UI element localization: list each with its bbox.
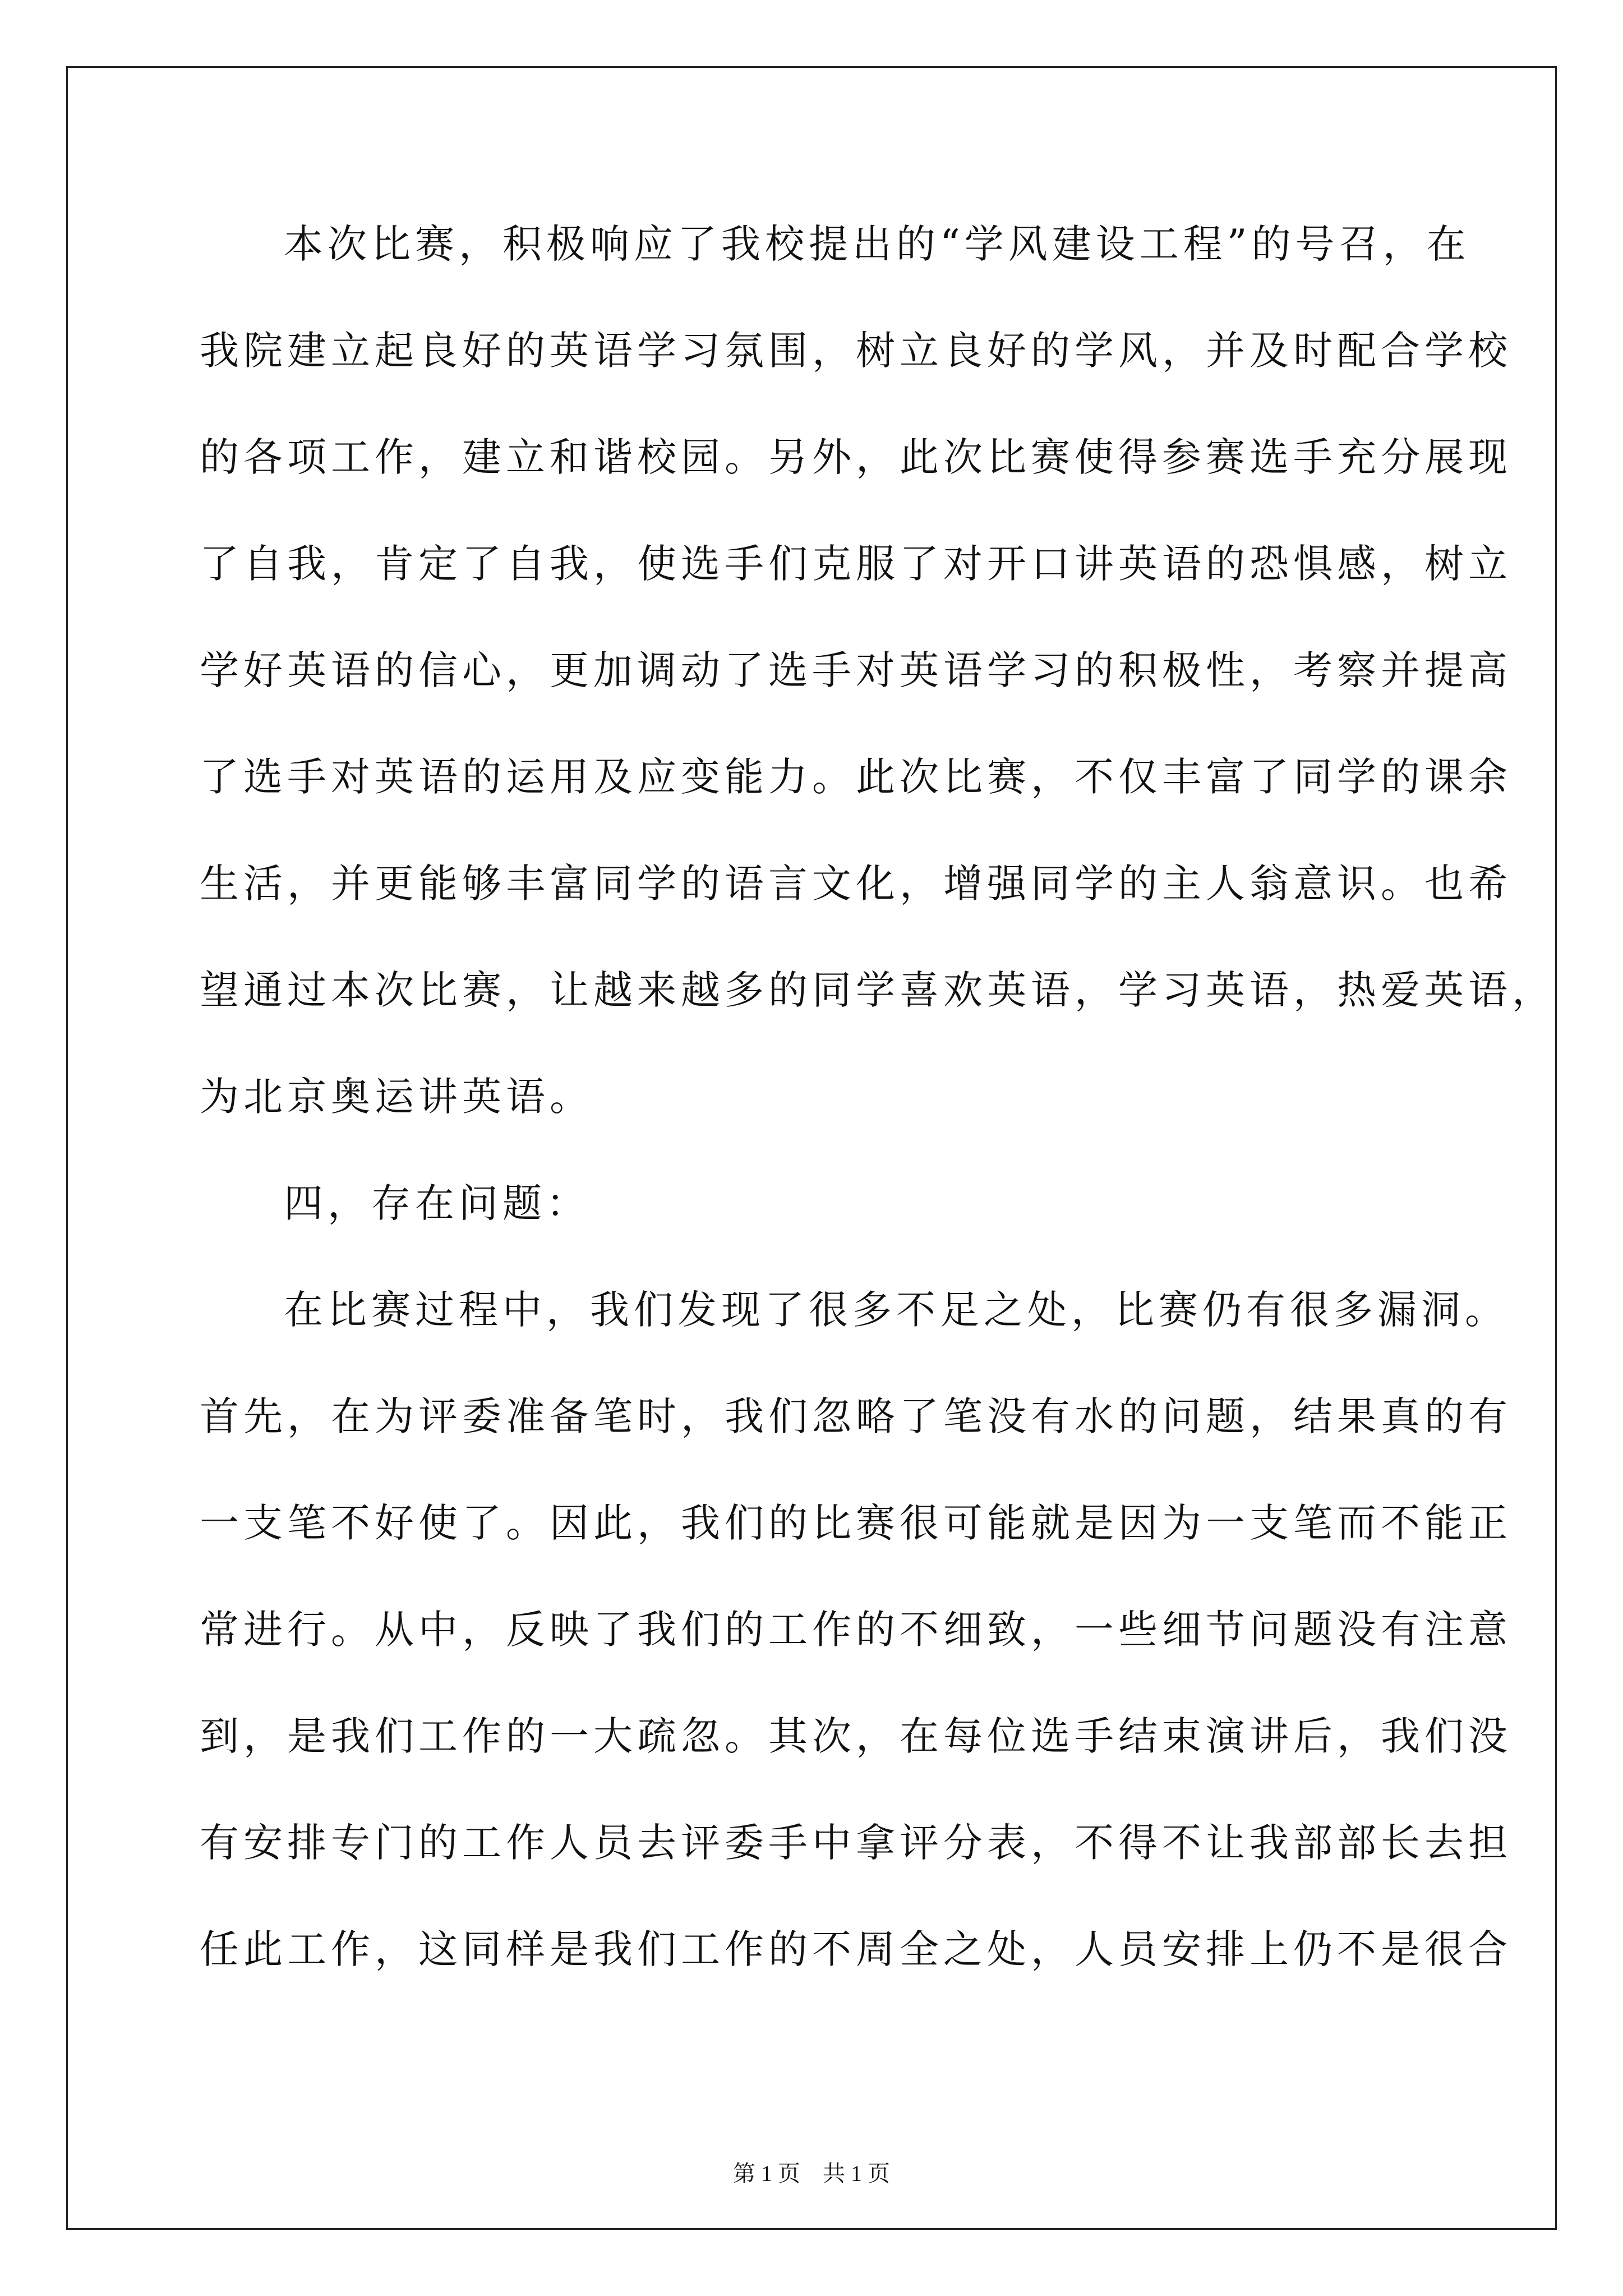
- paragraph-line: 首先，在为评委准备笔时，我们忽略了笔没有水的问题，结果真的有: [200, 1393, 1512, 1439]
- paragraph-line: 的各项工作，建立和谐校园。另外，此次比赛使得参赛选手充分展现: [200, 434, 1512, 480]
- paragraph-line: 生活，并更能够丰富同学的语言文化，增强同学的主人翁意识。也希: [200, 861, 1512, 907]
- paragraph-line: 任此工作，这同样是我们工作的不周全之处，人员安排上仍不是很合: [200, 1926, 1512, 1972]
- paragraph-line: 为北京奥运讲英语。: [200, 1074, 593, 1120]
- paragraph-line: 本次比赛，积极响应了我校提出的“学风建设工程”的号召，在: [284, 221, 1470, 267]
- paragraph-line: 了自我，肯定了自我，使选手们克服了对开口讲英语的恐惧感，树立: [200, 541, 1512, 587]
- page-number: 第 1 页 共 1 页: [733, 2161, 890, 2186]
- paragraph-line: 常进行。从中，反映了我们的工作的不细致，一些细节问题没有注意: [200, 1607, 1512, 1653]
- paragraph-line: 有安排专门的工作人员去评委手中拿评分表，不得不让我部部长去担: [200, 1820, 1512, 1866]
- paragraph-line: 我院建立起良好的英语学习氛围，树立良好的学风，并及时配合学校: [200, 328, 1512, 374]
- paragraph-line: 在比赛过程中，我们发现了很多不足之处，比赛仍有很多漏洞。: [284, 1287, 1509, 1333]
- paragraph-line: 学好英语的信心，更加调动了选手对英语学习的积极性，考察并提高: [200, 647, 1512, 693]
- paragraph-line: 一支笔不好使了。因此，我们的比赛很可能就是因为一支笔而不能正: [200, 1500, 1512, 1546]
- paragraph-line: 望通过本次比赛，让越来越多的同学喜欢英语，学习英语，热爱英语，: [200, 967, 1556, 1013]
- section-heading: 四，存在问题：: [284, 1180, 590, 1226]
- paragraph-line: 了选手对英语的运用及应变能力。此次比赛，不仅丰富了同学的课余: [200, 754, 1512, 800]
- paragraph-line: 到，是我们工作的一大疏忽。其次，在每位选手结束演讲后，我们没: [200, 1713, 1512, 1759]
- page-border: [66, 66, 1557, 2230]
